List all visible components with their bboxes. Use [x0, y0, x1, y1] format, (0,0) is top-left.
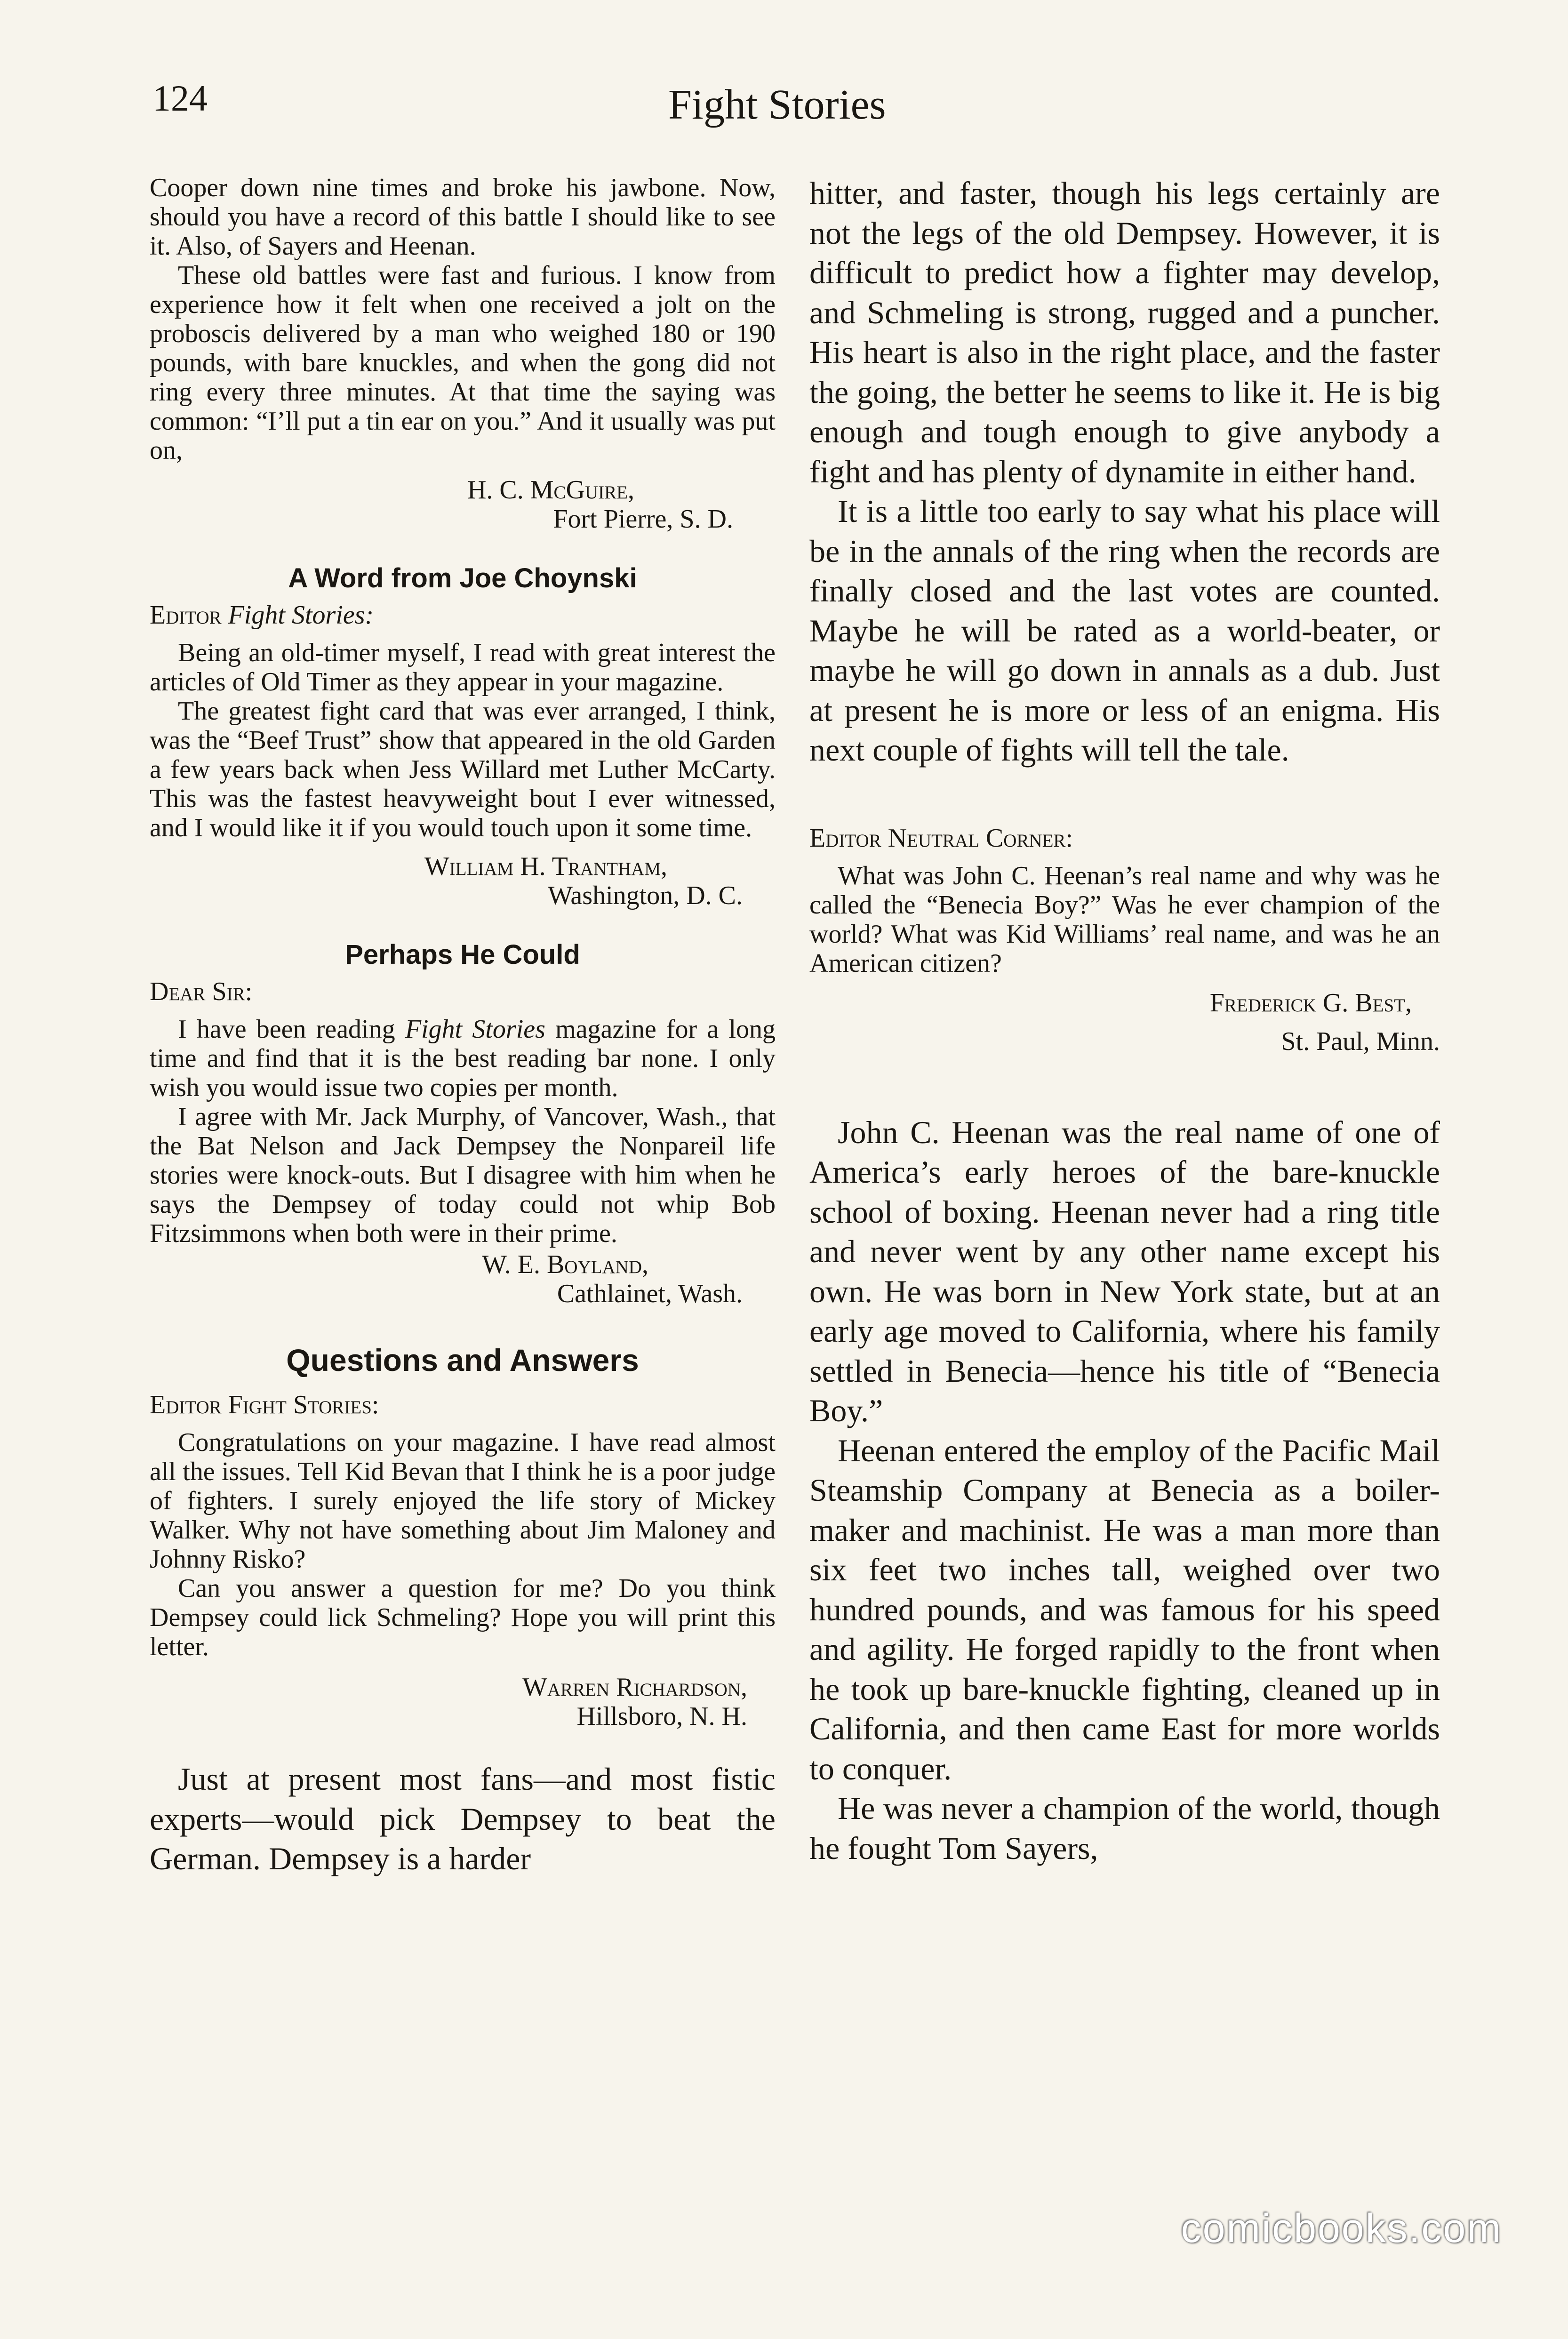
letter-paragraph: Being an old-timer myself, I read with great interest the articles of Old Timer as they appear in your magazine.: [150, 638, 776, 697]
letter-paragraph: I have been reading Fight Stories magazine for a long time and find that it is the best reading bar none. I only wish you would issue two copies per month.: [150, 1015, 776, 1102]
signature-place: Washington, D. C.: [548, 881, 743, 910]
letter-paragraph: Cooper down nine times and broke his jawbone. Now, should you have a record of this battle I should like to see it. Also, of Sayers and Heenan.: [150, 173, 776, 261]
signature-place: Fort Pierre, S. D.: [553, 505, 733, 534]
editor-line: Editor Fight Stories:: [150, 601, 374, 630]
signature-name: Warren Richardson,: [522, 1673, 747, 1702]
letter-best: [809, 822, 1440, 1056]
letter-paragraph: The greatest fight card that was ever arranged, I think, was the “Beef Trust” show that appeared in the old Garden a few years back when Jess Willard met Luther McCarty. This was the fastest heavyweight bout I ever witnessed, and I would like it if you would touch upon it some time.: [150, 697, 776, 842]
signature-place: Cathlainet, Wash.: [557, 1279, 743, 1308]
letter-boyland: [150, 938, 776, 1308]
watermark: comicbooks.com: [1181, 2206, 1502, 2251]
answer-paragraph: It is a little too early to say what his place will be in the annals of the ring when the records are finally closed and the last votes are counted. Maybe he will be rated as a world-beater, or maybe he will go down in annals as a dub. Just at present he is more or less of an enigma. His next couple of fights will tell the tale.: [809, 493, 1440, 768]
answer-paragraph: He was never a champion of the world, though he fought Tom Sayers,: [809, 1790, 1440, 1866]
letter-richardson: [150, 1341, 776, 1731]
section-heading: A Word from Joe Choynski: [288, 563, 637, 593]
answer-paragraph: hitter, and faster, though his legs certainly are not the legs of the old Dempsey. However, it is difficult to predict how a fighter may develop, and Schmeling is strong, rugged and a puncher. His heart is also in the right place, and the faster the going, the better he seems to like it. He is big enough and tough enough to give anybody a fight and has plenty of dynamite in either hand.: [809, 175, 1440, 489]
editor-line: Editor Neutral Corner:: [809, 823, 1073, 853]
answer-paragraph: Heenan entered the employ of the Pacific Mail Steamship Company at Benecia as a boiler-maker and machinist. He was a man more than six feet two inches tall, weighed over two hundred pounds, and was famous for his speed and agility. He forged rapidly to the front when he took up bare-knuckle fighting, cleaned up in California, and then came East for more worlds to conquer.: [809, 1432, 1440, 1786]
running-title: Fight Stories: [668, 81, 886, 128]
signature-name: William H. Trantham,: [424, 852, 667, 881]
signature-name: H. C. McGuire,: [467, 475, 634, 505]
letter-choynski: [150, 562, 776, 910]
letter-paragraph: Congratulations on your magazine. I have read almost all the issues. Tell Kid Bevan that I think he is a poor judge of fighters. I surely enjoyed the life story of Mickey Walker. Why not have something about Jim Maloney and Johnny Risko?: [150, 1428, 776, 1574]
letter-paragraph: What was John C. Heenan’s real name and why was he called the “Benecia Boy?” Was he ever champion of the world? What was Kid Williams’ real name, and was he an American citizen?: [809, 861, 1440, 978]
section-heading: Perhaps He Could: [345, 939, 580, 970]
letter-mcguire: [150, 173, 776, 534]
signature-place: Hillsboro, N. H.: [576, 1702, 747, 1731]
answer-paragraph: John C. Heenan was the real name of one of America’s early heroes of the bare-knuckle school of boxing. Heenan never had a ring title and never went by any other name except his own. He was born in New York state, but at an early age moved to California, where his family settled in Benecia—hence his title of “Benecia Boy.”: [809, 1114, 1440, 1428]
letter-paragraph: These old battles were fast and furious. I know from experience how it felt when one received a jolt on the proboscis delivered by a man who weighed 180 or 190 pounds, with bare knuckles, and when the gong did not ring every three minutes. At that time the saying was common: “I’ll put a tin ear on you.” And it usually was put on,: [150, 261, 776, 465]
letter-paragraph: Can you answer a question for me? Do you think Dempsey could lick Schmeling? Hope you will print this letter.: [150, 1574, 776, 1661]
signature-name: Frederick G. Best,: [1209, 988, 1412, 1017]
section-heading: Questions and Answers: [286, 1343, 639, 1378]
left-column: [150, 173, 776, 1879]
letter-paragraph: I agree with Mr. Jack Murphy, of Vancover, Wash., that the Bat Nelson and Jack Dempsey the Nonpareil life stories were knock-outs. But I disagree with him when he says the Dempsey of today could not whip Bob Fitzsimmons when both were in their prime.: [150, 1102, 776, 1248]
signature-name: W. E. Boyland,: [482, 1250, 648, 1279]
answer-paragraph: Just at present most fans—and most fistic experts—would pick Dempsey to beat the German. Dempsey is a harder: [150, 1761, 776, 1876]
page-number: 124: [152, 78, 208, 119]
right-column: [809, 173, 1440, 1868]
signature-place: St. Paul, Minn.: [1281, 1026, 1440, 1056]
editor-line: Editor Fight Stories:: [150, 1390, 379, 1419]
salutation: Dear Sir:: [150, 977, 253, 1006]
